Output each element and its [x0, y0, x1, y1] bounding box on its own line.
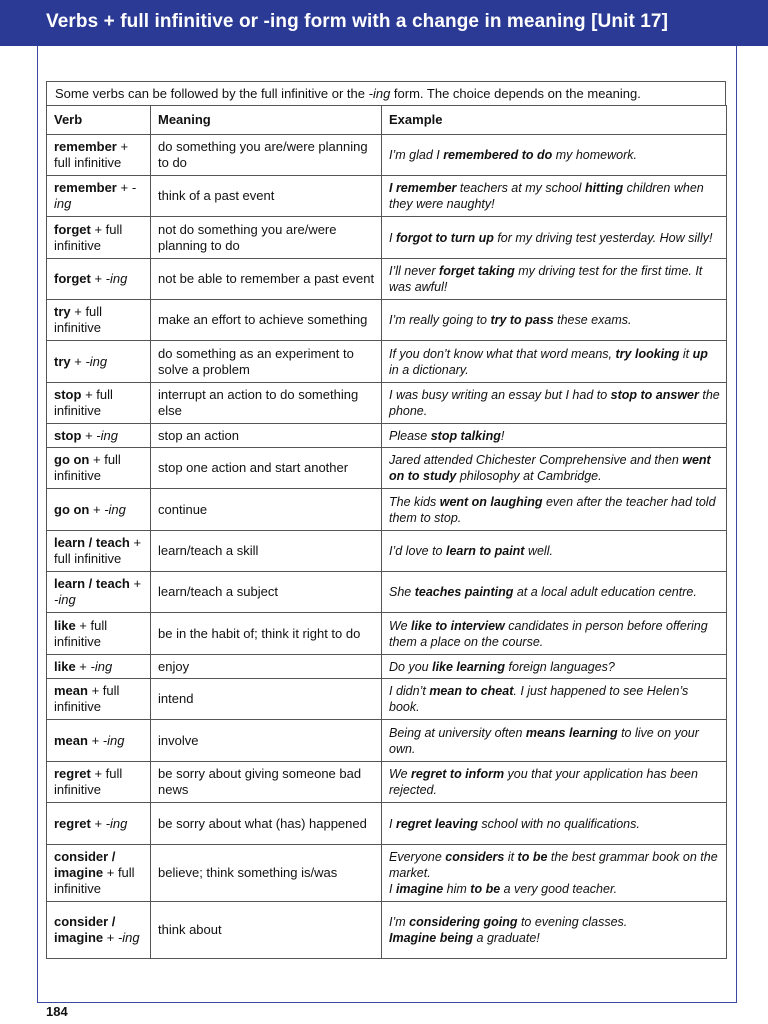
- italic-text: -ing: [54, 180, 137, 211]
- text-segment: + full infinitive: [54, 617, 108, 649]
- emphasized-text: I remember: [389, 181, 457, 195]
- text-segment: + full infinitive: [54, 387, 113, 418]
- text-segment: to live on your own.: [389, 725, 699, 756]
- text-segment: you that your application has been rejected.: [389, 767, 698, 797]
- italic-text: -ing: [90, 658, 113, 674]
- emphasized-text: remember: [54, 180, 117, 195]
- emphasized-text: mean: [54, 683, 88, 698]
- meaning-cell: intend: [151, 679, 382, 720]
- emphasized-text: like learning: [432, 659, 506, 674]
- text-segment: . I just happened to see Helen’s book.: [389, 684, 689, 714]
- meaning-cell: be sorry about what (has) happened: [151, 803, 382, 845]
- meaning-cell: learn/teach a subject: [151, 572, 382, 613]
- text-segment: him: [443, 882, 471, 896]
- emphasized-text: regret to inform: [411, 767, 505, 781]
- italic-text: -ing: [105, 815, 128, 831]
- text-segment: a very good teacher.: [500, 882, 618, 896]
- table-row: [47, 176, 727, 217]
- text-segment: I’m glad I: [389, 148, 444, 162]
- italic-text: -ing: [105, 271, 128, 286]
- meaning-cell: make an effort to achieve something: [151, 300, 382, 341]
- example-cell: [382, 383, 727, 424]
- text-segment: I’m really going to: [389, 313, 491, 327]
- text-segment: I’d love to: [389, 544, 446, 558]
- text-segment: Jared attended Chichester Comprehensive and then: [389, 453, 683, 467]
- verb-cell: [47, 845, 151, 902]
- meaning-cell: do something as an experiment to solve a problem: [151, 341, 382, 383]
- text-segment: +: [81, 427, 97, 443]
- emphasized-text: teaches painting: [414, 585, 514, 599]
- text-segment: I’ll never: [389, 264, 440, 278]
- text-segment: + full infinitive: [54, 766, 123, 797]
- meaning-cell: involve: [151, 720, 382, 762]
- text-segment: teachers at my school: [456, 181, 585, 195]
- text-segment: for my driving test yesterday. How silly!: [493, 230, 713, 245]
- table-row: [47, 424, 727, 448]
- text-segment: +: [75, 658, 91, 674]
- example-cell: [382, 259, 727, 300]
- text-segment: I didn’t: [389, 684, 430, 698]
- verb-cell: [47, 176, 151, 217]
- text-segment: it: [679, 346, 693, 361]
- emphasized-text: consider / imagine: [54, 849, 116, 880]
- text-segment: + full infinitive: [54, 452, 121, 483]
- example-cell: [382, 341, 727, 383]
- text-segment: + full infinitive: [54, 304, 103, 335]
- table-row: [47, 902, 727, 959]
- text-segment: philosophy at Cambridge.: [456, 469, 602, 483]
- meaning-cell: think about: [151, 902, 382, 959]
- text-segment: +: [90, 815, 106, 831]
- meaning-cell: not be able to remember a past event: [151, 259, 382, 300]
- text-segment: + full infinitive: [54, 221, 123, 253]
- emphasized-text: mean to cheat: [429, 684, 514, 698]
- table-row: [47, 613, 727, 655]
- italic-text: -ing: [104, 501, 126, 517]
- text-segment: Being at university often: [389, 725, 526, 740]
- example-cell: [382, 572, 727, 613]
- meaning-cell: believe; think something is/was: [151, 845, 382, 902]
- verb-cell: [47, 489, 151, 531]
- example-cell: [382, 679, 727, 720]
- text-segment: I: [389, 816, 396, 831]
- example-cell: [382, 489, 727, 531]
- text-segment: + full infinitive: [54, 139, 129, 170]
- example-cell: [382, 902, 727, 959]
- text-segment: !: [500, 428, 505, 443]
- text-segment: We: [389, 618, 411, 633]
- text-segment: +: [87, 732, 103, 748]
- emphasized-text: went on laughing: [439, 494, 543, 509]
- intro-text-emphasis: -ing: [368, 86, 391, 101]
- meaning-cell: enjoy: [151, 655, 382, 679]
- meaning-cell: be sorry about giving someone bad news: [151, 762, 382, 803]
- verb-cell: [47, 655, 151, 679]
- emphasized-text: forget: [54, 271, 91, 286]
- page-border-right: [736, 46, 737, 1002]
- text-segment: the phone.: [389, 388, 720, 418]
- emphasized-text: forget taking: [439, 264, 515, 278]
- emphasized-text: regret: [54, 815, 91, 831]
- text-segment: We: [389, 767, 411, 781]
- emphasized-text: try looking: [615, 346, 680, 361]
- table-row: [47, 845, 727, 902]
- text-segment: +: [90, 271, 106, 286]
- intro-text: [46, 81, 726, 105]
- table-row: [47, 341, 727, 383]
- page-border-left: [37, 46, 38, 1002]
- emphasized-text: regret: [54, 766, 91, 781]
- example-cell: [382, 803, 727, 845]
- text-segment: the best grammar book on the market.: [389, 850, 718, 880]
- verb-cell: [47, 762, 151, 803]
- emphasized-text: like to interview: [411, 618, 505, 633]
- table-row: [47, 259, 727, 300]
- meaning-cell: interrupt an action to do something else: [151, 383, 382, 424]
- table-row: [47, 217, 727, 259]
- example-cell: [382, 300, 727, 341]
- example-cell: [382, 655, 727, 679]
- unit-header-bar: [0, 0, 768, 46]
- text-segment: candidates in person before offering them a place on the course.: [389, 618, 708, 649]
- text-segment: I was busy writing an essay but I had to: [389, 388, 611, 402]
- example-cell: [382, 720, 727, 762]
- emphasized-text: go on: [54, 501, 90, 517]
- grammar-table-container: [46, 81, 726, 959]
- text-segment: +: [70, 353, 86, 369]
- emphasized-text: stop: [54, 427, 82, 443]
- example-cell: [382, 176, 727, 217]
- text-segment: +: [89, 501, 105, 517]
- text-segment: If you don’t know what that word means,: [389, 346, 616, 361]
- table-row: [47, 300, 727, 341]
- emphasized-text: stop talking: [430, 428, 501, 443]
- page-title: Verbs + full infinitive or -ing form with a change in meaning [Unit 17]: [46, 11, 669, 32]
- emphasized-text: learn / teach: [54, 576, 130, 591]
- text-segment: well.: [524, 544, 553, 558]
- meaning-cell: be in the habit of; think it right to do: [151, 613, 382, 655]
- text-segment: school with no qualifications.: [477, 816, 640, 831]
- emphasized-text: considering going: [409, 915, 518, 929]
- text-segment: even after the teacher had told them to stop.: [389, 494, 716, 525]
- page-number: 184: [46, 1004, 68, 1019]
- table-row: [47, 655, 727, 679]
- text-segment: +: [129, 576, 142, 591]
- emphasized-text: remembered to do: [443, 148, 553, 162]
- intro-text-start: Some verbs can be followed by the full infinitive or the: [55, 86, 369, 101]
- text-segment: I: [389, 882, 396, 896]
- text-segment: children when they were naughty!: [389, 181, 704, 211]
- italic-text: -ing: [102, 732, 125, 748]
- emphasized-text: try: [54, 304, 71, 319]
- verb-cell: [47, 531, 151, 572]
- emphasized-text: regret leaving: [395, 816, 478, 831]
- emphasized-text: up: [692, 346, 708, 361]
- meaning-cell: not do something you are/were planning to do: [151, 217, 382, 259]
- verb-cell: [47, 803, 151, 845]
- table-header-row: [47, 106, 727, 135]
- table-row: [47, 448, 727, 489]
- emphasized-text: forget: [54, 221, 91, 237]
- text-segment: these exams.: [553, 313, 632, 327]
- text-segment: Please: [389, 428, 431, 443]
- verb-cell: [47, 217, 151, 259]
- table-row: [47, 531, 727, 572]
- emphasized-text: hitting: [584, 181, 624, 195]
- meaning-cell: learn/teach a skill: [151, 531, 382, 572]
- emphasized-text: went on to study: [389, 453, 711, 483]
- verb-cell: [47, 572, 151, 613]
- verb-cell: [47, 613, 151, 655]
- emphasized-text: stop: [54, 387, 82, 402]
- text-segment: foreign languages?: [505, 659, 615, 674]
- meaning-cell: stop one action and start another: [151, 448, 382, 489]
- example-cell: [382, 448, 727, 489]
- text-segment: + full infinitive: [54, 535, 142, 566]
- emphasized-text: like: [54, 658, 76, 674]
- page-border-bottom: [37, 1002, 737, 1003]
- text-segment: at a local adult education centre.: [513, 585, 697, 599]
- text-segment: The kids: [389, 494, 440, 509]
- table-body: [47, 135, 727, 959]
- verb-cell: [47, 424, 151, 448]
- emphasized-text: to be: [517, 850, 548, 864]
- verb-cell: [47, 341, 151, 383]
- column-header-meaning: Meaning: [151, 106, 382, 135]
- text-segment: a graduate!: [473, 931, 540, 945]
- example-cell: [382, 217, 727, 259]
- verb-cell: [47, 259, 151, 300]
- text-segment: I’m: [389, 915, 410, 929]
- text-segment: She: [389, 585, 415, 599]
- verb-meaning-table: [46, 105, 727, 959]
- verb-cell: [47, 448, 151, 489]
- example-cell: [382, 613, 727, 655]
- table-row: [47, 803, 727, 845]
- example-cell: [382, 762, 727, 803]
- example-cell: [382, 135, 727, 176]
- emphasized-text: like: [54, 617, 76, 633]
- table-row: [47, 383, 727, 424]
- italic-text: -ing: [96, 427, 118, 443]
- italic-text: -ing: [117, 930, 140, 945]
- column-header-verb: Verb: [47, 106, 151, 135]
- emphasized-text: try: [54, 353, 71, 369]
- text-segment: my driving test for the first time. It was awful!: [389, 264, 703, 294]
- emphasized-text: remember: [54, 139, 117, 154]
- emphasized-text: try to pass: [490, 313, 554, 327]
- table-row: [47, 720, 727, 762]
- text-segment: +: [116, 180, 132, 195]
- italic-text: -ing: [54, 592, 76, 607]
- verb-cell: [47, 383, 151, 424]
- table-row: [47, 489, 727, 531]
- text-segment: I: [389, 230, 396, 245]
- emphasized-text: learn to paint: [445, 544, 525, 558]
- emphasized-text: Imagine being: [389, 931, 474, 945]
- verb-cell: [47, 720, 151, 762]
- example-cell: [382, 845, 727, 902]
- example-cell: [382, 424, 727, 448]
- verb-cell: [47, 679, 151, 720]
- emphasized-text: means learning: [525, 725, 618, 740]
- table-row: [47, 572, 727, 613]
- emphasized-text: consider / imagine: [54, 914, 116, 945]
- emphasized-text: considers: [445, 850, 505, 864]
- text-segment: + full infinitive: [54, 683, 120, 714]
- italic-text: -ing: [85, 353, 108, 369]
- table-row: [47, 135, 727, 176]
- table-row: [47, 762, 727, 803]
- intro-text-end: form. The choice depends on the meaning.: [390, 86, 641, 101]
- emphasized-text: learn / teach: [54, 535, 130, 550]
- meaning-cell: continue: [151, 489, 382, 531]
- emphasized-text: forgot to turn up: [395, 230, 494, 245]
- emphasized-text: imagine: [395, 882, 444, 896]
- example-cell: [382, 531, 727, 572]
- verb-cell: [47, 135, 151, 176]
- text-segment: Do you: [389, 659, 433, 674]
- text-segment: in a dictionary.: [389, 362, 469, 377]
- meaning-cell: think of a past event: [151, 176, 382, 217]
- emphasized-text: mean: [54, 732, 88, 748]
- verb-cell: [47, 902, 151, 959]
- column-header-example: Example: [382, 106, 727, 135]
- text-segment: + full infinitive: [54, 865, 135, 896]
- verb-cell: [47, 300, 151, 341]
- table-row: [47, 679, 727, 720]
- emphasized-text: go on: [54, 452, 90, 467]
- text-segment: Everyone: [389, 850, 446, 864]
- emphasized-text: stop to answer: [610, 388, 699, 402]
- text-segment: +: [103, 930, 118, 945]
- text-segment: my homework.: [552, 148, 637, 162]
- meaning-cell: stop an action: [151, 424, 382, 448]
- text-segment: it: [504, 850, 518, 864]
- emphasized-text: to be: [470, 882, 501, 896]
- meaning-cell: do something you are/were planning to do: [151, 135, 382, 176]
- text-segment: to evening classes.: [517, 915, 628, 929]
